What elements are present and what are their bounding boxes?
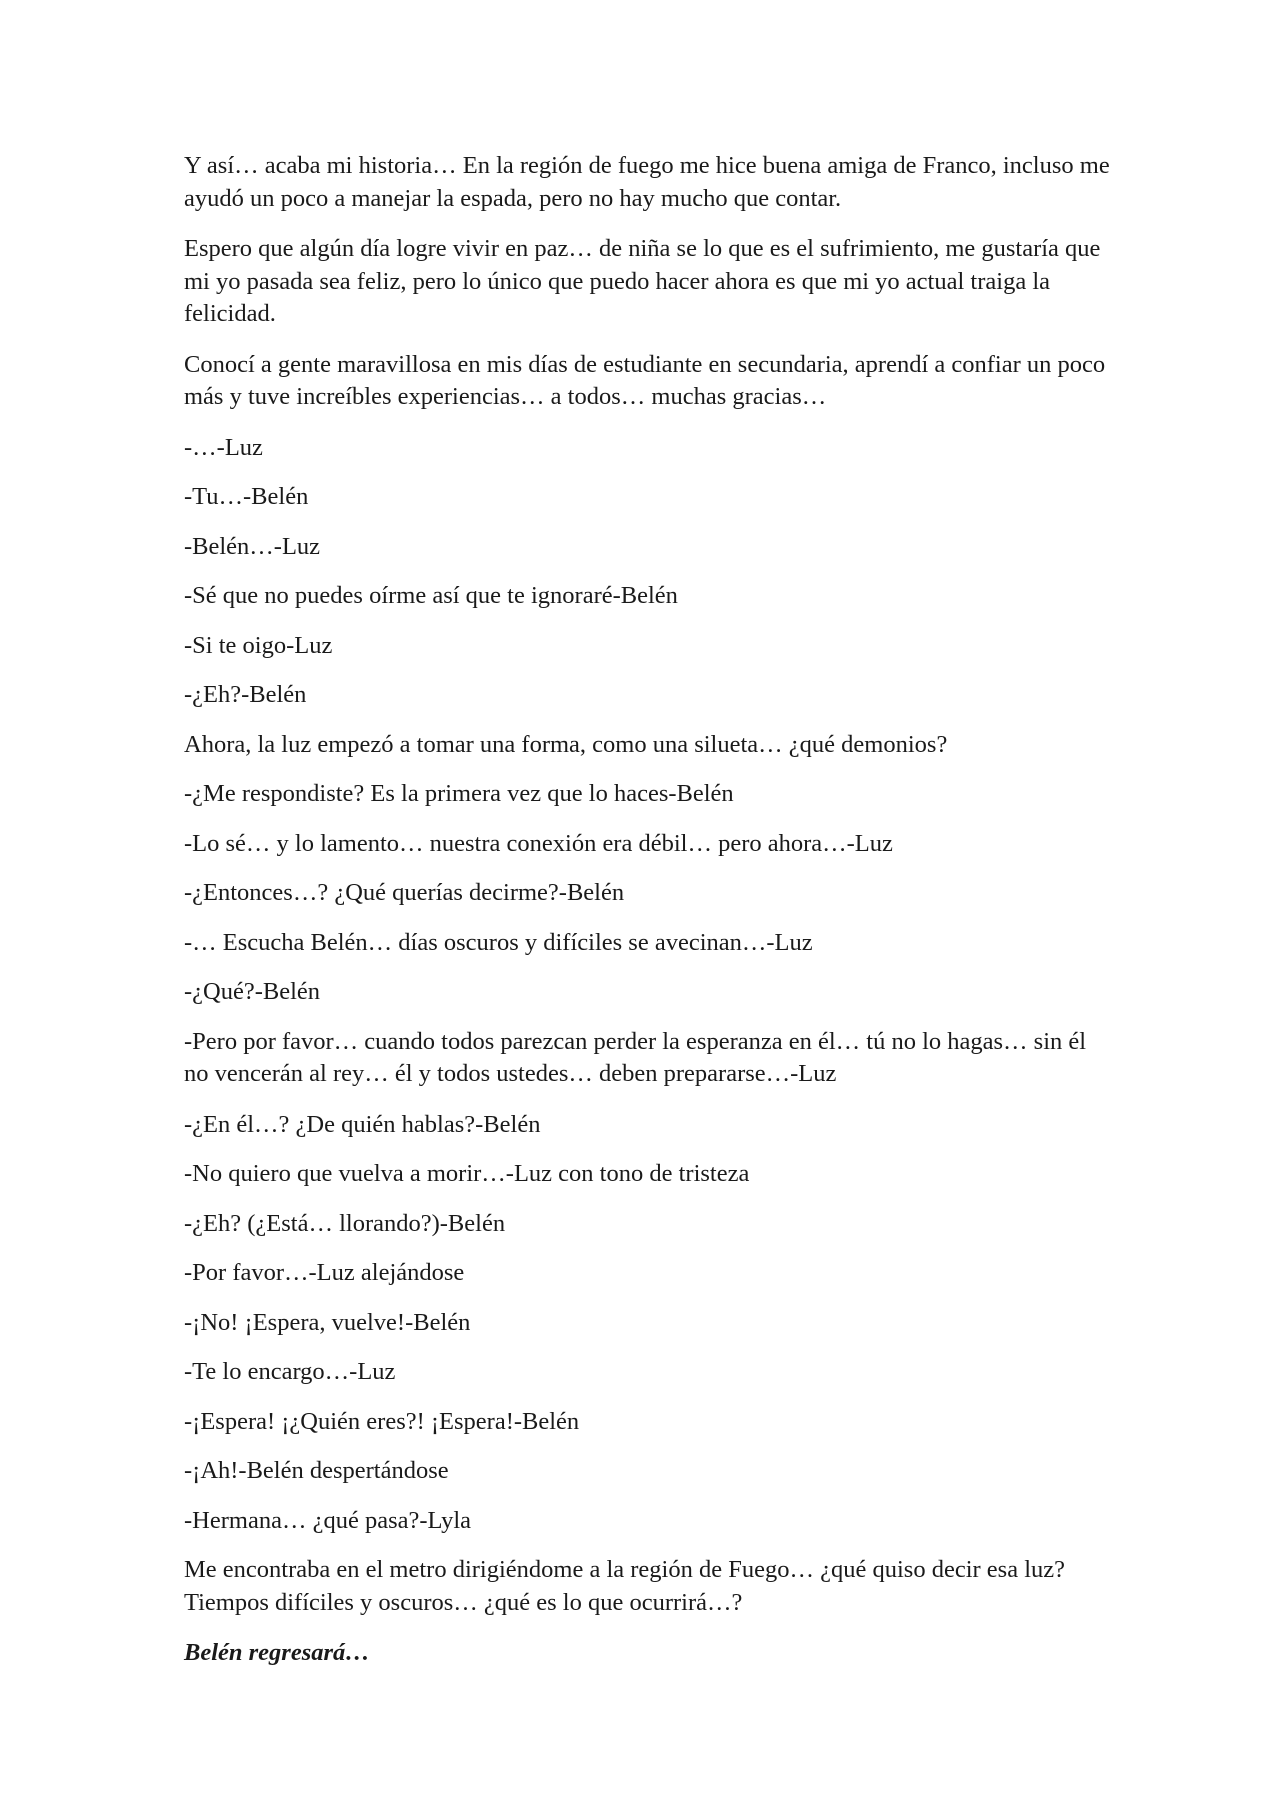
narrative-paragraph: Me encontraba en el metro dirigiéndome a la región de Fuego… ¿qué quiso decir esa luz? Tiempos difíciles y oscuros… ¿qué es lo que ocurrirá…?	[184, 1556, 1065, 1616]
narrative-paragraph: Y así… acaba mi historia… En la región de fuego me hice buena amiga de Franco, incluso me ayudó un poco a manejar la espada, pero no hay mucho que contar.	[184, 152, 1110, 212]
dialogue-line: -¡Ah!-Belén despertándose	[184, 1457, 449, 1484]
dialogue-line: -Por favor…-Luz alejándose	[184, 1259, 465, 1286]
dialogue-line: -… Escucha Belén… días oscuros y difíciles se avecinan…-Luz	[184, 928, 813, 956]
dialogue-line: -Lo sé… y lo lamento… nuestra conexión era débil… pero ahora…-Luz	[184, 829, 893, 857]
dialogue-line: -¡No! ¡Espera, vuelve!-Belén	[184, 1308, 471, 1336]
narrative-paragraph: Espero que algún día logre vivir en paz… de niña se lo que es el sufrimiento, me gustaría que mi yo pasada sea feliz, pero lo único que puedo hacer ahora es que mi yo actual traiga la felicidad.	[184, 235, 1101, 327]
closing-line: Belén regresará…	[184, 1639, 370, 1666]
dialogue-line: -¿Entonces…? ¿Qué querías decirme?-Belén	[184, 879, 625, 906]
narrative-paragraph: Ahora, la luz empezó a tomar una forma, como una silueta… ¿qué demonios?	[184, 730, 948, 758]
dialogue-line: -Hermana… ¿qué pasa?-Lyla	[184, 1506, 472, 1534]
dialogue-line: -Te lo encargo…-Luz	[184, 1358, 396, 1385]
dialogue-line: -¡Espera! ¡¿Quién eres?! ¡Espera!-Belén	[184, 1407, 580, 1435]
dialogue-line: -Si te oigo-Luz	[184, 631, 333, 659]
dialogue-line: -Tu…-Belén	[184, 483, 309, 510]
dialogue-line: -¿Eh?-Belén	[184, 681, 307, 708]
document-body	[184, 150, 1114, 1688]
dialogue-line: -No quiero que vuelva a morir…-Luz con tono de tristeza	[184, 1160, 750, 1187]
dialogue-line: -…-Luz	[184, 433, 263, 461]
narrative-paragraph: Conocí a gente maravillosa en mis días de estudiante en secundaria, aprendí a confiar un poco más y tuve increíbles experiencias… a todos… muchas gracias…	[184, 350, 1106, 410]
dialogue-line: -Belén…-Luz	[184, 532, 321, 560]
dialogue-line: -Pero por favor… cuando todos parezcan perder la esperanza en él… tú no lo hagas… sin él no vencerán al rey… él y todos ustedes… deben prepararse…-Luz	[184, 1027, 1087, 1087]
dialogue-line: -¿Me respondiste? Es la primera vez que lo haces-Belén	[184, 780, 734, 807]
dialogue-line: -¿Eh? (¿Está… llorando?)-Belén	[184, 1209, 506, 1237]
dialogue-line: -¿Qué?-Belén	[184, 978, 321, 1005]
dialogue-line: -¿En él…? ¿De quién hablas?-Belén	[184, 1110, 541, 1138]
dialogue-line: -Sé que no puedes oírme así que te ignoraré-Belén	[184, 582, 678, 609]
